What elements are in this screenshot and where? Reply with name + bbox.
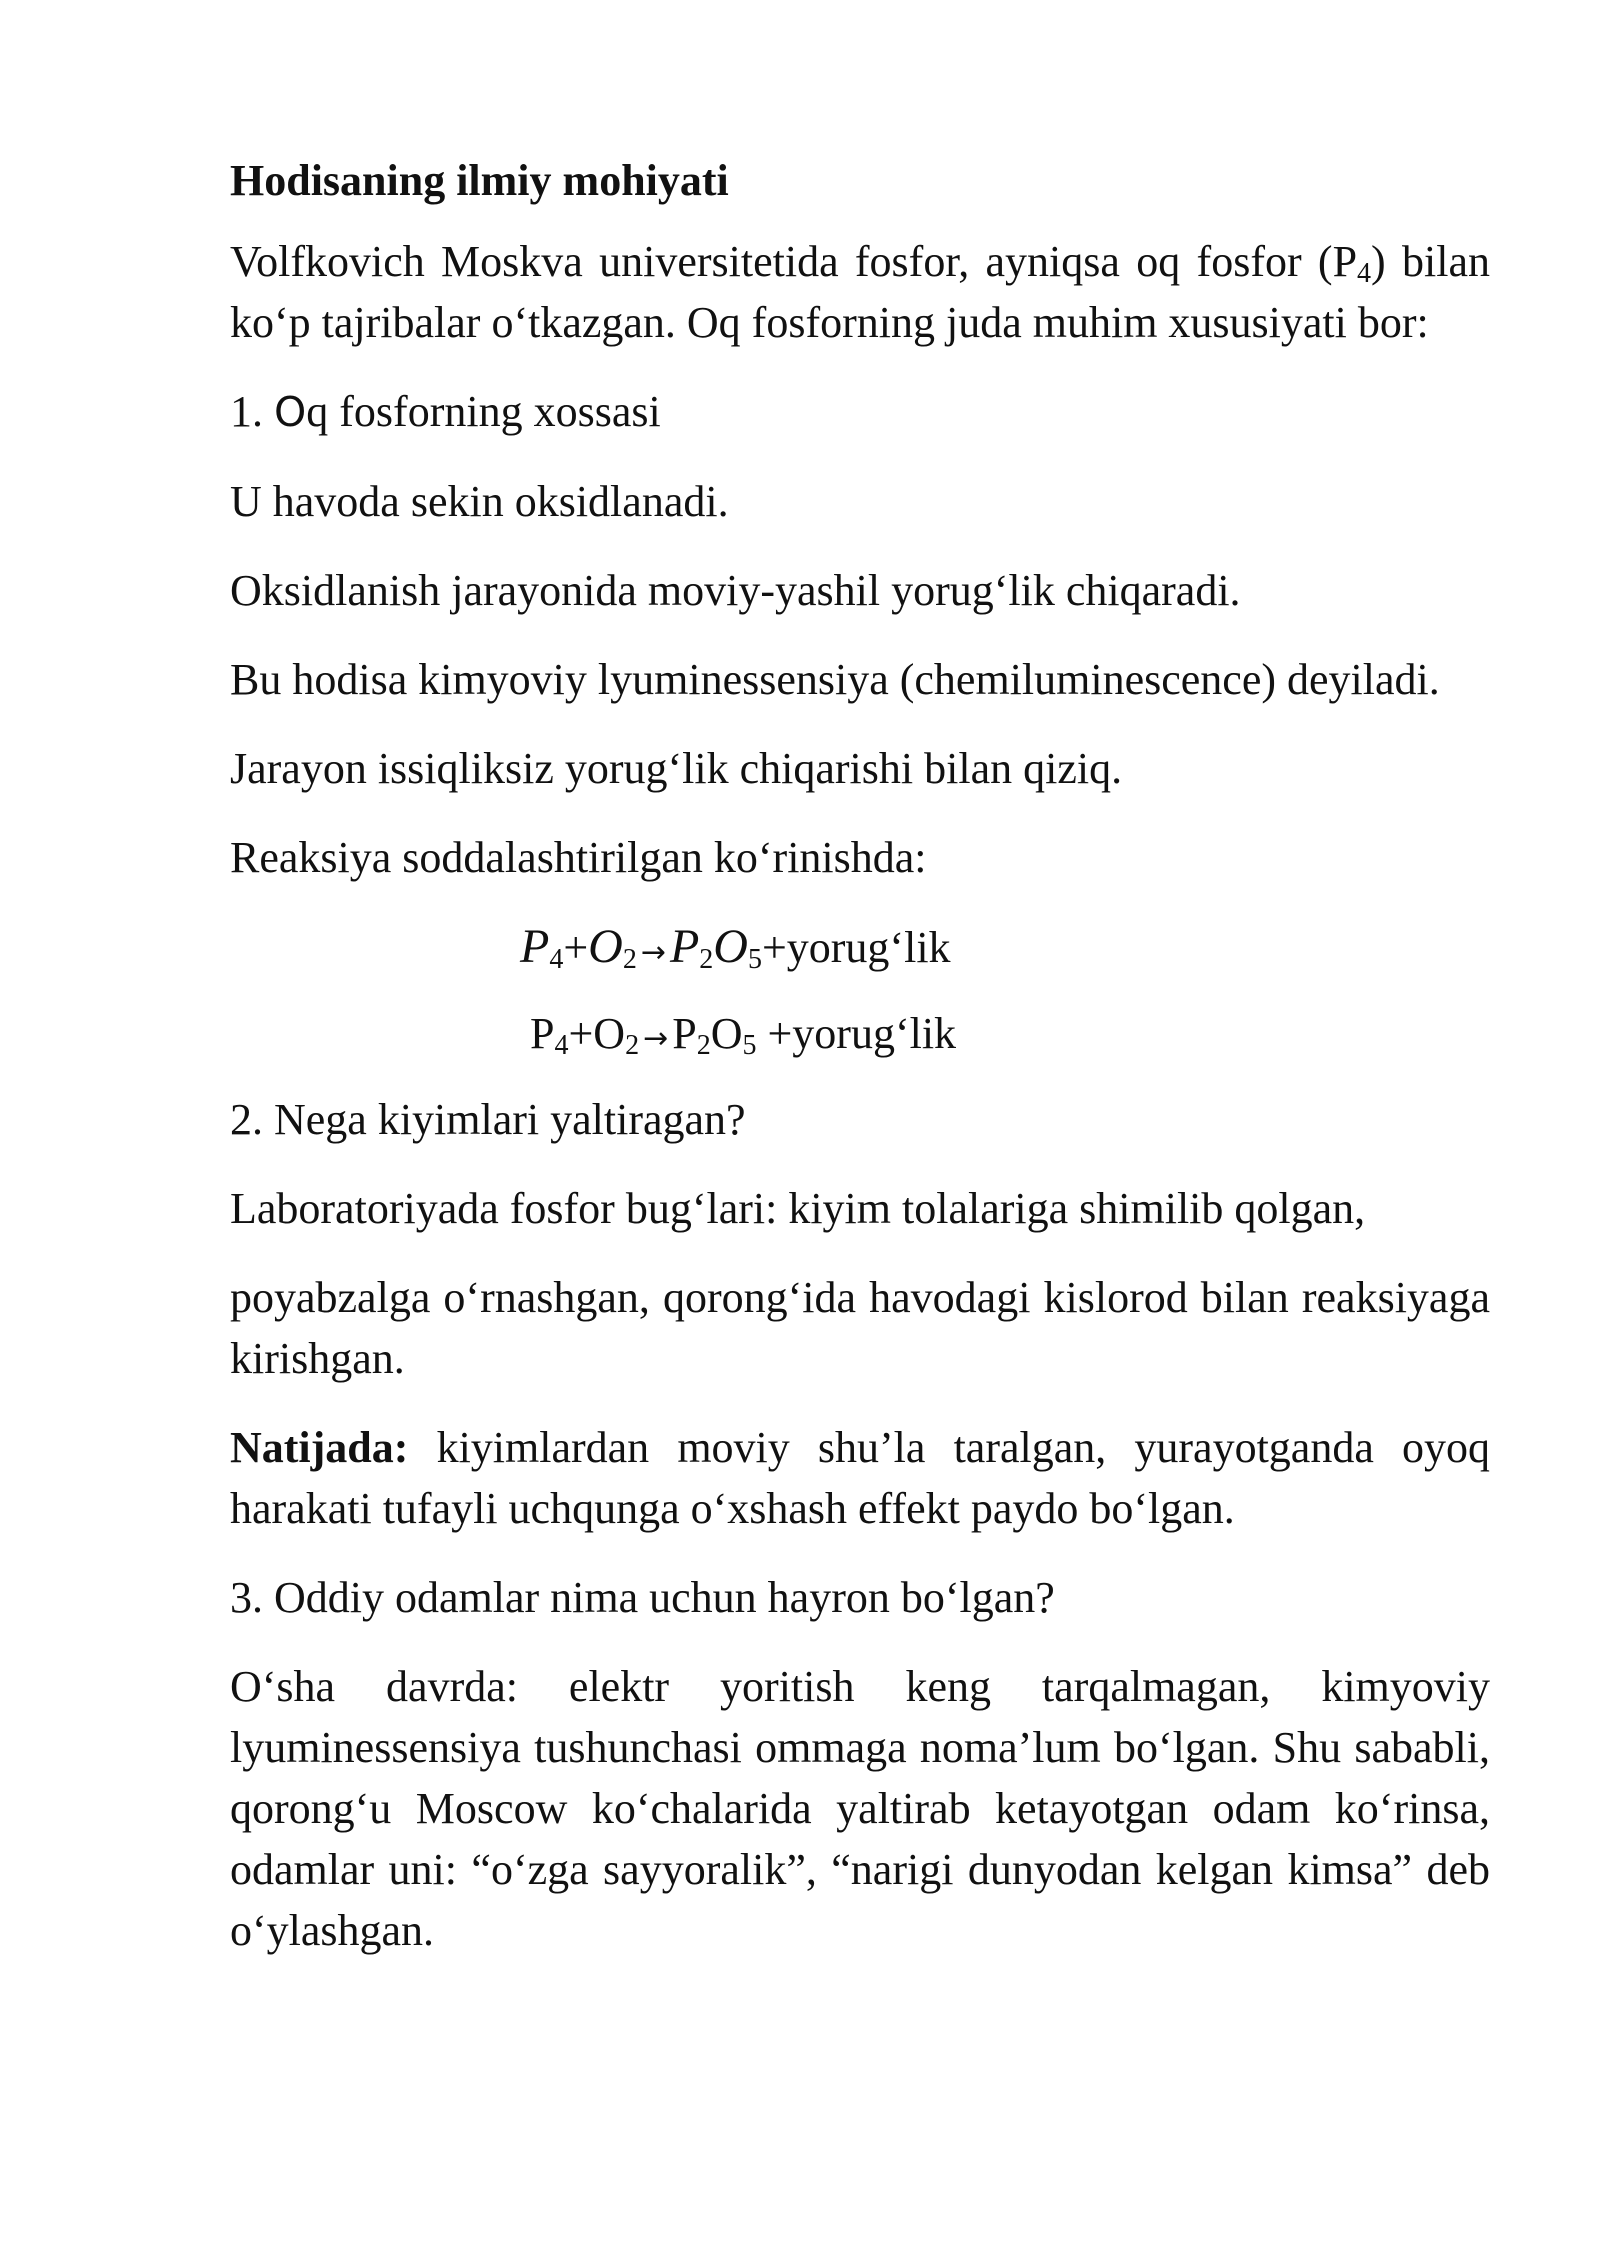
eq1-p2: P bbox=[669, 920, 700, 973]
intro-text-b: ) bilan ko‘p tajribalar o‘tkazgan. Oq fosforning juda muhim xususiyati bor: bbox=[230, 237, 1490, 347]
intro-paragraph bbox=[230, 231, 1490, 353]
eq1-o: O bbox=[588, 920, 623, 973]
s1-line-chemiluminescence: Bu hodisa kimyoviy lyuminessensiya (chemiluminescence) deyiladi. bbox=[230, 655, 1440, 704]
equation-plain bbox=[230, 1003, 1490, 1069]
s1-line-reaction-intro: Reaksiya soddalashtirilgan ko‘rinishda: bbox=[230, 833, 927, 882]
eq2-tail: +yorug‘lik bbox=[756, 1009, 957, 1058]
eq1-tail: +yorug‘lik bbox=[761, 923, 951, 972]
eq1-p-sub: 4 bbox=[549, 944, 564, 975]
eq2-p2: P bbox=[672, 1009, 697, 1058]
section1-number: 1. bbox=[230, 387, 274, 436]
intro-subscript: 4 bbox=[1357, 258, 1372, 289]
eq1-o-sub: 2 bbox=[622, 944, 637, 975]
eq1-o2: O bbox=[713, 920, 748, 973]
eq2-o2: O bbox=[710, 1009, 743, 1058]
s2-line1: Laboratoriyada fosfor bug‘lari: kiyim tolalariga shimilib qolgan, bbox=[230, 1184, 1366, 1233]
eq1-plus: + bbox=[563, 923, 589, 972]
document-page bbox=[230, 150, 1490, 1961]
s1-line-oxidation: U havoda sekin oksidlanadi. bbox=[230, 477, 729, 526]
eq1-p: P bbox=[520, 920, 550, 973]
section3-title: 3. Oddiy odamlar nima uchun hayron bo‘lgan? bbox=[230, 1573, 1055, 1622]
eq2-plus-o: +O bbox=[568, 1009, 626, 1058]
eq2-o-sub: 2 bbox=[625, 1030, 640, 1061]
eq2-p-sub: 4 bbox=[554, 1030, 569, 1061]
eq2-p: P bbox=[530, 1009, 555, 1058]
eq2-o2-sub: 5 bbox=[742, 1030, 757, 1061]
section2-title: 2. Nega kiyimlari yaltiragan? bbox=[230, 1095, 746, 1144]
eq1-o2-sub: 5 bbox=[747, 944, 762, 975]
s2-line2: poyabzalga o‘rnashgan, qorong‘ida havodagi kislorod bilan reaksiyaga kirishgan. bbox=[230, 1273, 1490, 1383]
section-heading: Hodisaning ilmiy mohiyati bbox=[230, 156, 729, 205]
s3-paragraph: O‘sha davrda: elektr yoritish keng tarqalmagan, kimyoviy lyuminessensiya tushunchasi ommaga noma’lum bo‘lgan. Shu sababli, qorong‘u Moscow ko‘chalarida yaltirab ketayotgan odam ko‘rinsa, odamlar uni: “o‘zga sayyoralik”, “narigi dunyodan kelgan kimsa” deb o‘ylashgan. bbox=[230, 1662, 1490, 1955]
section1-o-letter: O bbox=[274, 388, 307, 436]
equation-italic bbox=[230, 916, 1490, 983]
intro-text-a: Volfkovich Moskva universitetida fosfor, ayniqsa oq fosfor (P bbox=[230, 237, 1358, 286]
eq1-arrow: → bbox=[640, 935, 666, 970]
s1-line-light: Oksidlanish jarayonida moviy-yashil yorug‘lik chiqaradi. bbox=[230, 566, 1241, 615]
eq2-arrow: → bbox=[643, 1021, 669, 1056]
result-paragraph bbox=[230, 1417, 1490, 1539]
result-text: kiyimlardan moviy shu’la taralgan, yurayotganda oyoq harakati tufayli uchqunga o‘xshash effekt paydo bo‘lgan. bbox=[230, 1423, 1490, 1533]
section1-title-rest: q fosforning xossasi bbox=[306, 387, 661, 436]
s1-line-coldlight: Jarayon issiqliksiz yorug‘lik chiqarishi bilan qiziq. bbox=[230, 744, 1123, 793]
section1-title bbox=[230, 381, 1490, 443]
eq2-p2-sub: 2 bbox=[696, 1030, 711, 1061]
result-label: Natijada: bbox=[230, 1423, 409, 1472]
eq1-p2-sub: 2 bbox=[699, 944, 714, 975]
